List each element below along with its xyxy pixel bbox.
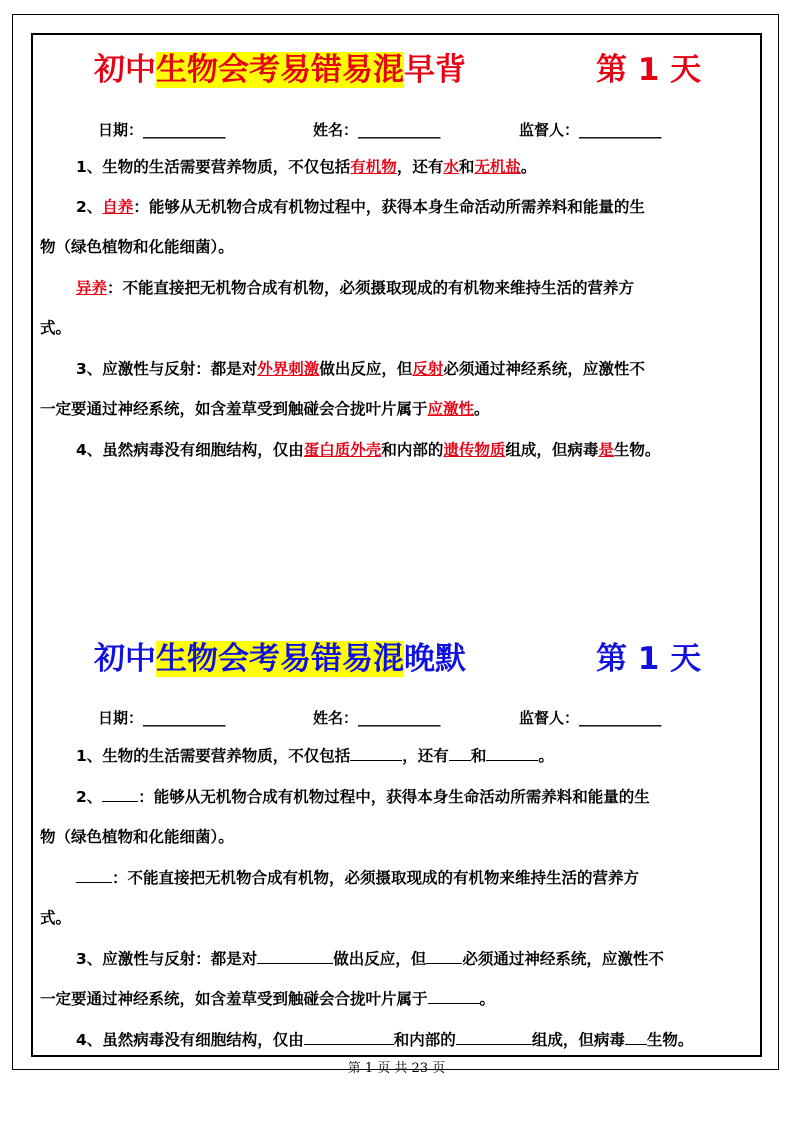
text: ：能够从无机物合成有机物过程中，获得本身生命活动所需养料和能量的生 — [138, 788, 650, 806]
evening-q1 — [76, 746, 554, 766]
page-footer: 第 1 页 共 23 页 — [347, 1061, 446, 1076]
fill-blank[interactable] — [350, 746, 402, 761]
evening-title-main — [94, 633, 466, 678]
evening-day-label: 第 1 天 — [596, 641, 702, 677]
answer: 异养 — [76, 279, 108, 297]
text: 。 — [538, 747, 554, 765]
evening-q3-line2 — [40, 989, 495, 1009]
morning-supervisor-field: 监督人：___________ — [519, 121, 662, 139]
evening-q4 — [76, 1030, 693, 1050]
text: 1、生物的生活需要营养物质，不仅包括 — [76, 158, 351, 176]
fill-blank[interactable] — [625, 1030, 647, 1045]
evening-date-field: 日期：___________ — [98, 709, 226, 727]
morning-q2b-line1 — [76, 278, 634, 298]
text: 一定要通过神经系统，如含羞草受到触碰会合拢叶片属于 — [40, 400, 428, 418]
fill-blank[interactable] — [102, 787, 138, 802]
text: ，还有 — [396, 158, 444, 176]
morning-q4 — [76, 440, 660, 460]
text: 和内部的 — [393, 1031, 456, 1049]
text: 一定要通过神经系统，如含羞草受到触碰会合拢叶片属于 — [40, 990, 428, 1008]
answer: 遗传物质 — [443, 441, 506, 459]
answer: 无机盐 — [474, 158, 521, 176]
text: 必须通过神经系统，应激性不 — [462, 950, 664, 968]
morning-q3-line1 — [76, 359, 645, 379]
answer: 自养 — [102, 198, 134, 216]
morning-title-main — [94, 44, 466, 89]
text: 1、生物的生活需要营养物质，不仅包括 — [76, 747, 351, 765]
text: ，还有 — [402, 747, 449, 765]
fill-blank[interactable] — [449, 746, 471, 761]
fill-blank[interactable] — [456, 1030, 532, 1045]
answer: 外界刺激 — [257, 360, 320, 378]
answer: 应激性 — [427, 400, 475, 418]
text: 。 — [474, 400, 490, 418]
morning-day-label: 第 1 天 — [596, 52, 702, 88]
evening-q2-line1 — [76, 787, 650, 807]
text: 做出反应，但 — [319, 360, 413, 378]
fill-blank[interactable] — [486, 746, 538, 761]
text: 4、虽然病毒没有细胞结构，仅由 — [76, 441, 304, 459]
text: 3、应激性与反射：都是对 — [76, 360, 258, 378]
evening-q3-line1 — [76, 949, 664, 969]
answer: 有机物 — [350, 158, 397, 176]
text: 和内部的 — [381, 441, 444, 459]
morning-q2-line1 — [76, 197, 645, 217]
text: 组成，但病毒 — [505, 441, 599, 459]
text: 4、虽然病毒没有细胞结构，仅由 — [76, 1031, 304, 1049]
fill-blank[interactable] — [76, 868, 112, 883]
fill-blank[interactable] — [428, 989, 480, 1004]
text: ：能够从无机物合成有机物过程中，获得本身生命活动所需养料和能量的生 — [133, 198, 645, 216]
morning-title — [0, 44, 793, 88]
text: 生物。 — [613, 441, 661, 459]
text: 3、应激性与反射：都是对 — [76, 950, 258, 968]
text: 必须通过神经系统，应激性不 — [443, 360, 645, 378]
text: 2、 — [76, 198, 103, 216]
morning-q2b-line2: 式。 — [40, 319, 72, 337]
text: 和 — [458, 158, 475, 176]
evening-title-suffix: 晚默 — [404, 641, 466, 677]
morning-q3-line2 — [40, 399, 490, 419]
text: ：不能直接把无机物合成有机物，必须摄取现成的有机物来维持生活的营养方 — [112, 869, 640, 887]
morning-date-field: 日期：___________ — [98, 121, 226, 139]
evening-name-field: 姓名：___________ — [313, 709, 441, 727]
fill-blank[interactable] — [257, 949, 333, 964]
text: 做出反应，但 — [333, 950, 427, 968]
text: 生物。 — [646, 1031, 694, 1049]
morning-q2-line2: 物（绿色植物和化能细菌）。 — [40, 238, 234, 256]
morning-q1 — [76, 157, 536, 177]
fill-blank[interactable] — [304, 1030, 394, 1045]
answer: 是 — [598, 441, 614, 459]
text: ：不能直接把无机物合成有机物，必须摄取现成的有机物来维持生活的营养方 — [107, 279, 635, 297]
evening-q2b-line2: 式。 — [40, 909, 72, 927]
answer: 水 — [443, 158, 459, 176]
evening-title-highlight: 生物会考易错易混 — [156, 641, 404, 677]
answer: 蛋白质外壳 — [303, 441, 382, 459]
morning-title-suffix: 早背 — [404, 52, 466, 88]
morning-title-prefix: 初中 — [94, 52, 156, 88]
morning-name-field: 姓名：___________ — [313, 121, 441, 139]
morning-title-highlight: 生物会考易错易混 — [156, 52, 404, 88]
text: 2、 — [76, 788, 103, 806]
evening-title-prefix: 初中 — [94, 641, 156, 677]
text: 。 — [520, 158, 537, 176]
evening-supervisor-field: 监督人：___________ — [519, 709, 662, 727]
evening-q2b-line1 — [76, 868, 639, 888]
answer: 反射 — [412, 360, 444, 378]
text: 和 — [470, 747, 487, 765]
text: 。 — [479, 990, 496, 1008]
fill-blank[interactable] — [426, 949, 462, 964]
page-inner-border — [31, 33, 762, 1057]
evening-meta-row — [0, 707, 793, 727]
evening-title — [0, 633, 793, 677]
evening-q2-line2: 物（绿色植物和化能细菌）。 — [40, 828, 234, 846]
text: 组成，但病毒 — [531, 1031, 625, 1049]
morning-meta-row — [0, 119, 793, 139]
